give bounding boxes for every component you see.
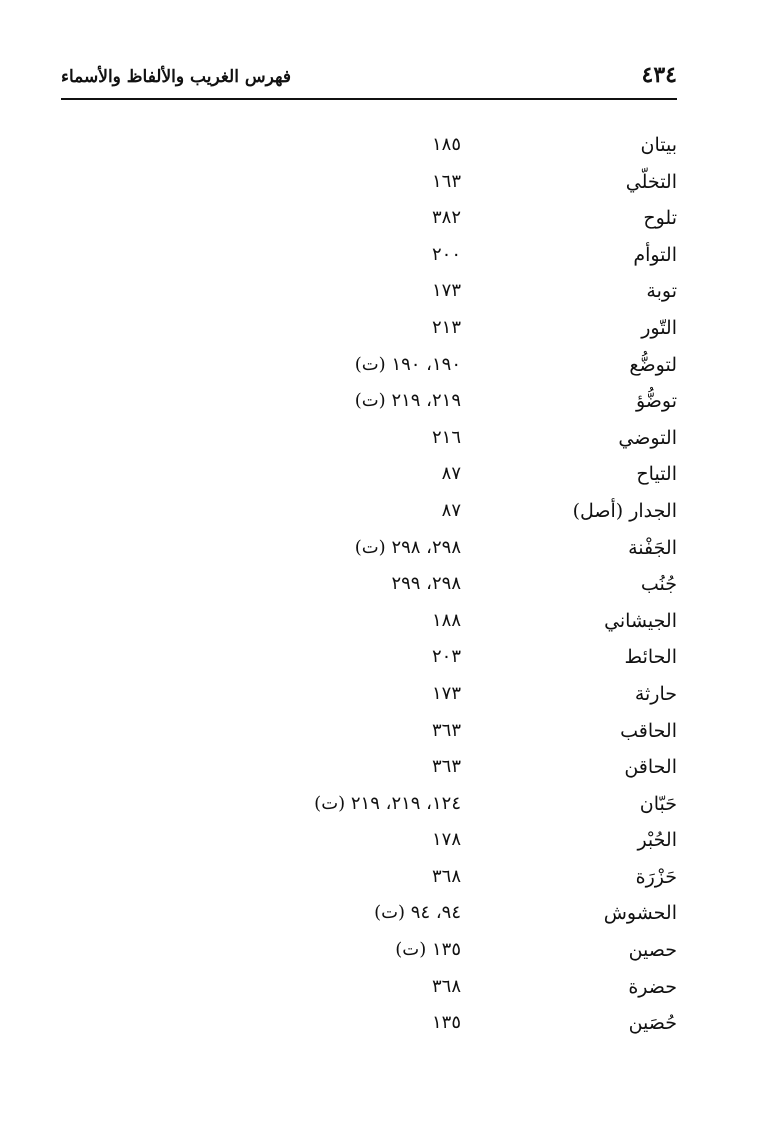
index-entry xyxy=(61,858,677,895)
index-entry xyxy=(61,419,677,456)
entry-page-refs: ١٧٣ xyxy=(431,280,461,302)
entry-page-refs: ١٨٨ xyxy=(431,609,461,631)
entry-term: التّور xyxy=(641,316,677,339)
entry-page-refs: ١٣٥ xyxy=(431,1012,461,1034)
running-title: فهرس الغريب والألفاظ والأسماء xyxy=(61,67,291,87)
index-entry xyxy=(61,894,677,931)
entry-term: الجيشاني xyxy=(604,609,677,632)
index-entry xyxy=(61,748,677,785)
entry-page-refs: ٢١٣ xyxy=(431,316,461,338)
entry-term: الحائط xyxy=(624,646,677,669)
index-entry xyxy=(61,236,677,273)
entry-term: التوأم xyxy=(633,243,677,266)
entry-term: حصين xyxy=(628,939,677,962)
entry-page-refs: ٣٦٣ xyxy=(431,756,461,778)
index-entry xyxy=(61,675,677,712)
entry-page-refs: ٣٦٨ xyxy=(431,865,461,887)
index-entry xyxy=(61,382,677,419)
entry-term: الجَفْنة xyxy=(628,536,677,559)
index-entry xyxy=(61,712,677,749)
entry-term: حضرة xyxy=(628,975,677,998)
index-entry xyxy=(61,931,677,968)
entry-term: التياح xyxy=(636,463,677,486)
entry-term: الجدار (أصل) xyxy=(572,499,677,522)
entry-page-refs: ٢٩٨، ٢٩٩ xyxy=(391,573,461,595)
entry-page-refs: ٣٨٢ xyxy=(431,207,461,229)
entry-term: حارثة xyxy=(634,682,677,705)
index-entry xyxy=(61,785,677,822)
entry-page-refs: ١٨٥ xyxy=(431,134,461,155)
entry-term: توضُّؤ xyxy=(635,390,677,413)
entry-page-refs: ٢١٩، ٢١٩ (ت) xyxy=(354,390,461,412)
entry-page-refs: ١٧٨ xyxy=(431,829,461,851)
entry-term: جُنُب xyxy=(640,573,677,596)
index-entry xyxy=(61,272,677,309)
entry-term: بيتان xyxy=(640,134,677,156)
entry-page-refs: ٢٠٠ xyxy=(431,243,461,265)
entry-page-refs: ٣٦٣ xyxy=(431,719,461,741)
entry-term: تلوح xyxy=(643,207,677,230)
entry-page-refs: ١٩٠، ١٩٠ (ت) xyxy=(354,353,461,375)
index-entry-list xyxy=(61,126,677,1041)
entry-term: الحشوش xyxy=(603,902,677,925)
entry-page-refs: ٢١٦ xyxy=(431,426,461,448)
entry-page-refs: ٨٧ xyxy=(441,499,461,521)
entry-page-refs: ١٦٣ xyxy=(431,170,461,192)
index-entry xyxy=(61,492,677,529)
entry-term: توبة xyxy=(646,280,677,303)
entry-page-refs: ٢٩٨، ٢٩٨ (ت) xyxy=(354,536,461,558)
index-entry xyxy=(61,346,677,383)
entry-term: التوضي xyxy=(618,426,677,449)
index-entry xyxy=(61,529,677,566)
entry-term: لتوضُّع xyxy=(629,353,677,376)
entry-term: الحُبْر xyxy=(637,829,677,852)
index-entry xyxy=(61,163,677,200)
entry-term: التخلّي xyxy=(625,170,677,193)
index-entry xyxy=(61,126,677,163)
index-entry xyxy=(61,565,677,602)
entry-term: حَبّان xyxy=(639,792,677,815)
entry-page-refs: ١٣٥ (ت) xyxy=(395,939,461,961)
entry-page-refs: ٢٠٣ xyxy=(431,646,461,668)
index-entry xyxy=(61,309,677,346)
index-entry xyxy=(61,602,677,639)
entry-term: حَزْرَة xyxy=(635,865,677,888)
entry-term: الحاقب xyxy=(620,719,677,742)
index-entry xyxy=(61,638,677,675)
entry-page-refs: ٣٦٨ xyxy=(431,975,461,997)
page-number: ٤٣٤ xyxy=(641,62,677,88)
index-entry xyxy=(61,968,677,1005)
entry-page-refs: ١٧٣ xyxy=(431,682,461,704)
entry-page-refs: ٩٤، ٩٤ (ت) xyxy=(374,902,461,924)
index-entry xyxy=(61,455,677,492)
entry-page-refs: ١٢٤، ٢١٩، ٢١٩ (ت) xyxy=(314,792,461,814)
index-entry xyxy=(61,1004,677,1041)
entry-term: حُصَين xyxy=(628,1012,677,1035)
index-entry xyxy=(61,821,677,858)
entry-page-refs: ٨٧ xyxy=(441,463,461,485)
entry-term: الحاقن xyxy=(624,756,677,779)
page-header xyxy=(61,58,677,100)
index-entry xyxy=(61,199,677,236)
